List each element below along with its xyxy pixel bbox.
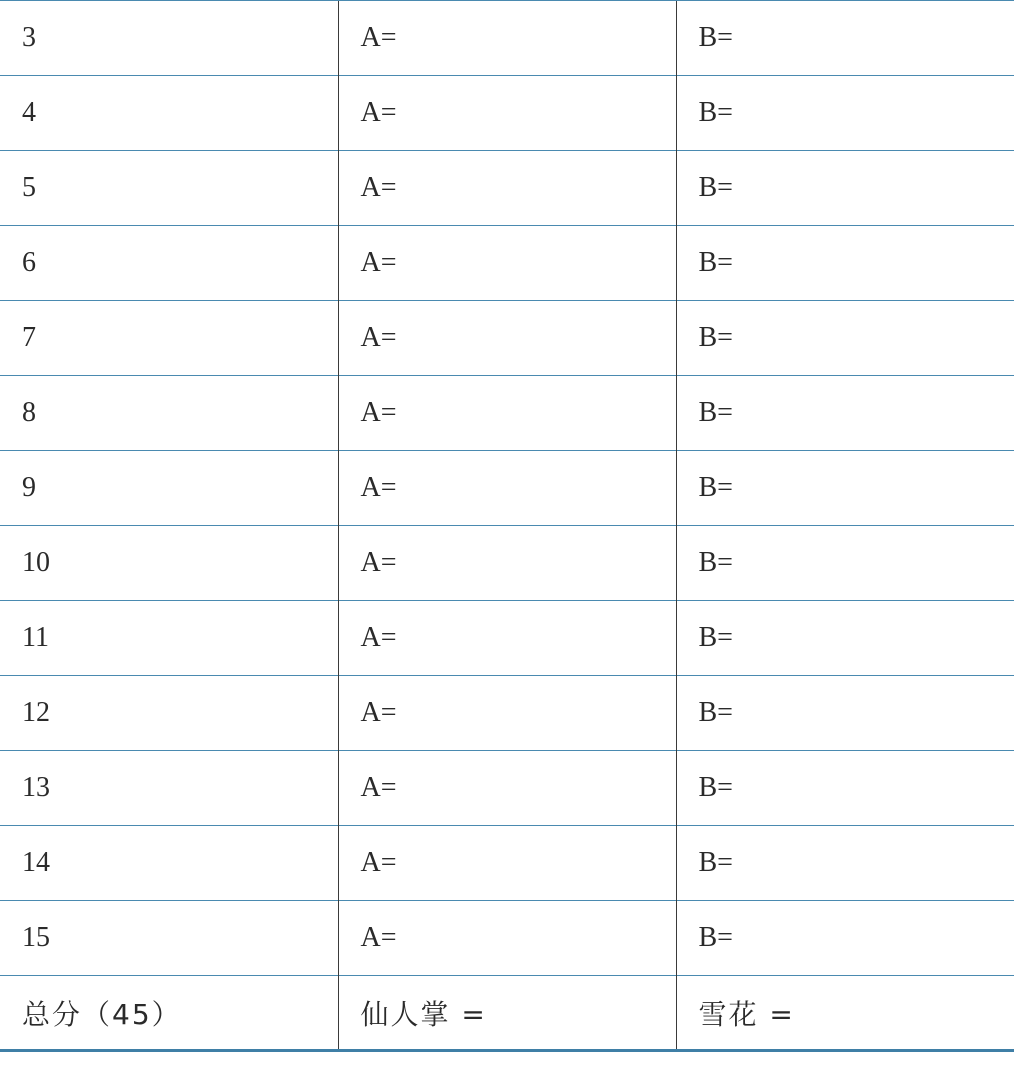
- answer-a-cell: A=: [338, 76, 676, 151]
- table-row: [0, 301, 1014, 376]
- answer-b-cell: B=: [676, 601, 1014, 676]
- answer-b-cell: B=: [676, 76, 1014, 151]
- question-number: 8: [0, 376, 338, 451]
- answer-b-cell: B=: [676, 301, 1014, 376]
- answer-b-cell: B=: [676, 376, 1014, 451]
- answer-a-cell: A=: [338, 676, 676, 751]
- answer-b-cell: B=: [676, 1, 1014, 76]
- question-number: 15: [0, 901, 338, 976]
- answer-b-cell: B=: [676, 226, 1014, 301]
- question-number: 3: [0, 1, 338, 76]
- table-row: [0, 676, 1014, 751]
- answer-b-cell: B=: [676, 901, 1014, 976]
- table-row: [0, 826, 1014, 901]
- answer-a-cell: A=: [338, 1, 676, 76]
- question-number: 13: [0, 751, 338, 826]
- question-number: 4: [0, 76, 338, 151]
- answer-b-cell: B=: [676, 676, 1014, 751]
- table-row: [0, 751, 1014, 826]
- answer-a-cell: A=: [338, 526, 676, 601]
- answer-a-cell: A=: [338, 376, 676, 451]
- snowflake-total-cell: 雪花 =: [676, 976, 1014, 1051]
- question-number: 14: [0, 826, 338, 901]
- table-row: [0, 1, 1014, 76]
- answer-a-cell: A=: [338, 226, 676, 301]
- total-row: [0, 976, 1014, 1051]
- table-row: [0, 901, 1014, 976]
- question-number: 11: [0, 601, 338, 676]
- question-number: 6: [0, 226, 338, 301]
- question-number: 7: [0, 301, 338, 376]
- answer-a-cell: A=: [338, 826, 676, 901]
- answer-a-cell: A=: [338, 301, 676, 376]
- answer-a-cell: A=: [338, 151, 676, 226]
- question-number: 10: [0, 526, 338, 601]
- answer-a-cell: A=: [338, 901, 676, 976]
- answer-b-cell: B=: [676, 451, 1014, 526]
- answer-a-cell: A=: [338, 451, 676, 526]
- table-row: [0, 151, 1014, 226]
- total-label: 总分（45）: [0, 976, 338, 1051]
- table-row: [0, 226, 1014, 301]
- cactus-total-cell: 仙人掌 =: [338, 976, 676, 1051]
- question-number: 5: [0, 151, 338, 226]
- answer-b-cell: B=: [676, 526, 1014, 601]
- question-number: 9: [0, 451, 338, 526]
- answer-a-cell: A=: [338, 601, 676, 676]
- table-row: [0, 526, 1014, 601]
- answer-b-cell: B=: [676, 826, 1014, 901]
- question-number: 12: [0, 676, 338, 751]
- answer-a-cell: A=: [338, 751, 676, 826]
- answer-b-cell: B=: [676, 751, 1014, 826]
- answer-b-cell: B=: [676, 151, 1014, 226]
- table-row: [0, 376, 1014, 451]
- table-row: [0, 451, 1014, 526]
- table-row: [0, 601, 1014, 676]
- table-row: [0, 76, 1014, 151]
